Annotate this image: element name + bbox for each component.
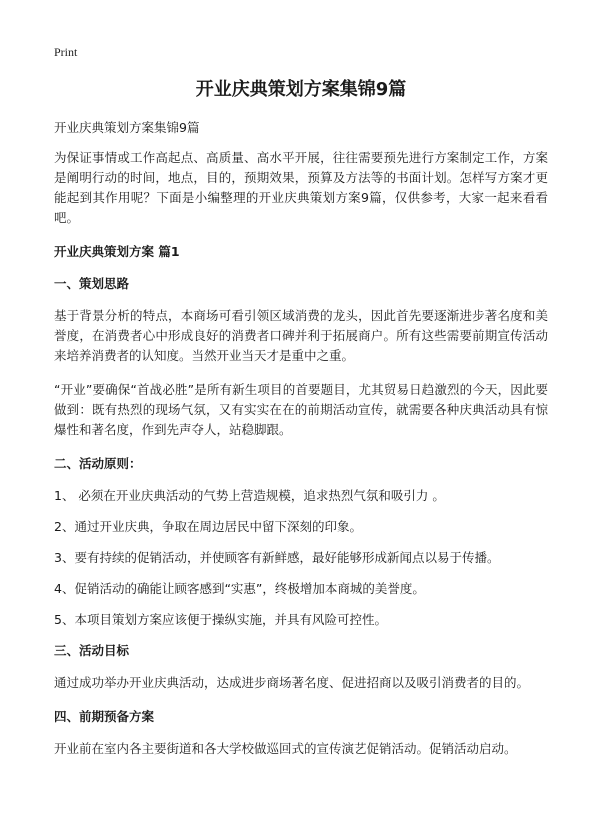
principle-item-4: 4、促销活动的确能让顾客感到“实惠”，终极增加本商城的美誉度。 (54, 581, 425, 596)
principle-item-2: 2、通过开业庆典，争取在周边居民中留下深刻的印象。 (54, 519, 362, 534)
heading-principles: 二、活动原则： (54, 456, 142, 471)
principle-item-3: 3、要有持续的促销活动，并使顾客有新鲜感，最好能够形成新闻点以易于传播。 (54, 550, 500, 565)
print-link[interactable]: Print (54, 45, 78, 59)
document-subtitle: 开业庆典策划方案集锦9篇 (54, 120, 200, 135)
preplan-paragraph: 开业前在室内各主要街道和各大学校做巡回式的宣传演艺促销活动。促销活动启动。 (54, 741, 517, 756)
heading-ideas: 一、策划思路 (54, 276, 130, 291)
document-title: 开业庆典策划方案集锦9篇 (195, 79, 407, 100)
intro-paragraph: 为保证事情或工作高起点、高质量、高水平开展，往往需要预先进行方案制定工作，方案是阐明行动的时间，地点，目的，预期效果，预算及方法等的书面计划。怎样写方案才更能起到其作用呢？下面是小编整理的开业庆典策划方案9篇，仅供参考，大家一起来看看吧。 (54, 150, 548, 225)
principle-item-1: 1、 必须在开业庆典活动的气势上营造规模，追求热烈气氛和吸引力 。 (54, 488, 445, 503)
goals-paragraph: 通过成功举办开业庆典活动，达成进步商场著名度、促进招商以及吸引消费者的目的。 (54, 675, 530, 690)
ideas-paragraph-2: “开业”要确保“首战必胜”是所有新生项目的首要题目，尤其贸易日趋激烈的今天，因此要做到：既有热烈的现场气氛，又有实实在在的前期活动宣传，就需要各种庆典活动具有惊爆性和著名度，作到先声夺人，站稳脚跟。 (54, 382, 548, 437)
principle-item-5: 5、本项目策划方案应该便于操纵实施，并具有风险可控性。 (54, 612, 387, 627)
document-body (54, 76, 548, 773)
section-title: 开业庆典策划方案 篇1 (54, 244, 180, 259)
heading-goals: 三、活动目标 (54, 643, 130, 658)
heading-preplan: 四、前期预备方案 (54, 709, 155, 724)
ideas-paragraph-1: 基于背景分析的特点，本商场可看引领区域消费的龙头，因此首先要逐渐进步著名度和美誉度，在消费者心中形成良好的消费者口碑并利于拓展商户。所有这些需要前期宣传活动来培养消费者的认知度。当然开业当天才是重中之重。 (54, 308, 548, 363)
